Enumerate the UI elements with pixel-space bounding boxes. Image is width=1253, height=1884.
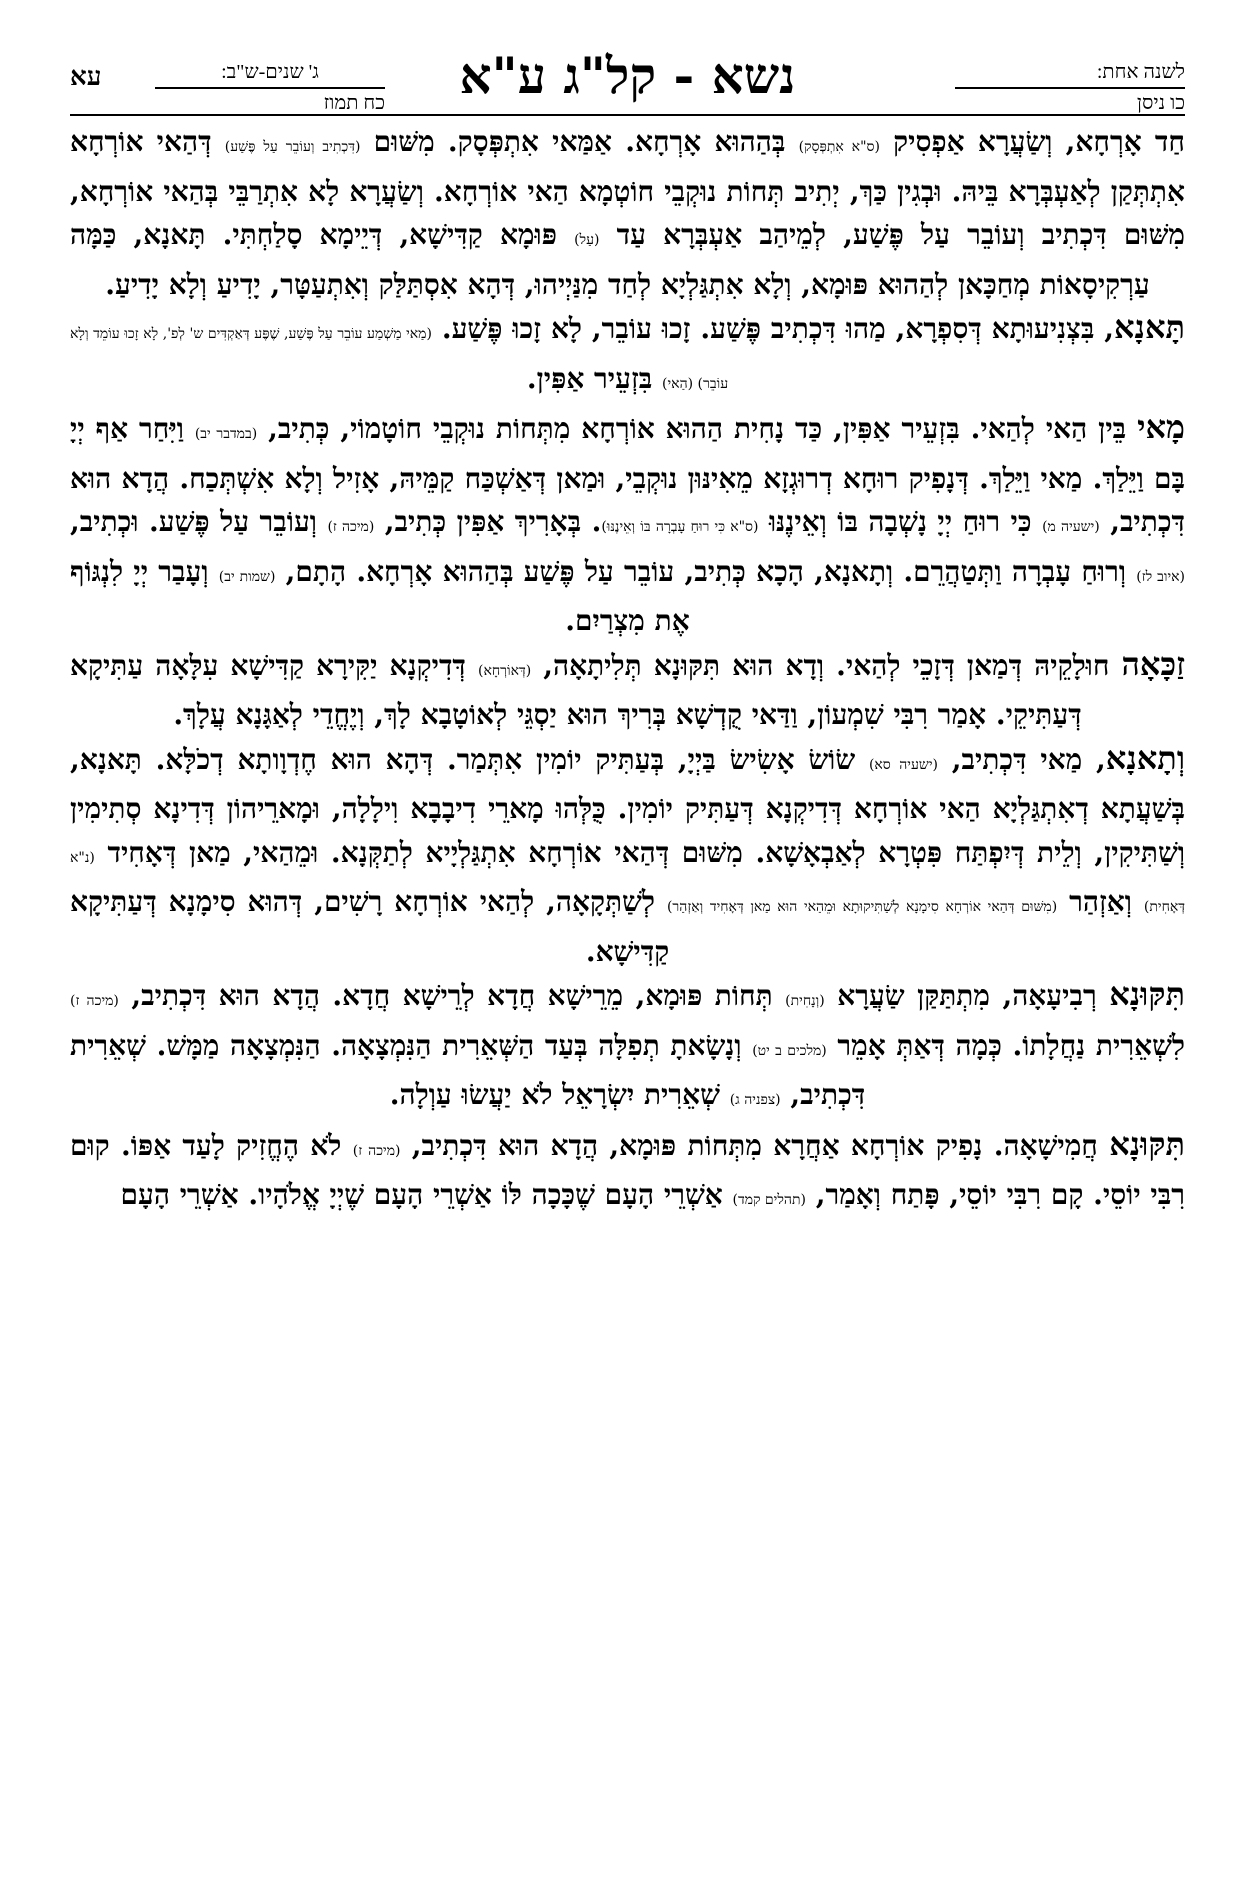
text-run: לְשַׁתְּקָאָה, לְהַאי אוֹרְחָא רָשִׁים, דְּהוּא סִימָנָא דְּעַתִּיקָא קַדִּישָׁא. [70,885,670,968]
three-year-label: ג' שנים-ש"ב: [221,61,319,83]
text-run: לֹא הֶחֱזִיק לָעַד אַפּוֹ. קוּם רִבִּי יוֹסֵי. קָם רִבִּי יוֹסֵי, פָּתַח וְאָמַר, [70,1128,1185,1211]
text-run: דְּדִיקְנָא יַקִּירָא קַדִּישָׁא עִלָּאָה עַתִּיקָא דְּעַתִּיקֵי. אָמַר רִבִּי שִׁמְעוֹן, וַדַּאי קֻדְשָׁא בְּרִיךְ הוּא יַסְגֵּי לְאוֹטָבָא לָךְ, וְיֶחֱדֵי לְאַגָּנָא עֲלָךְ. [70,648,1082,731]
page-title: נשא - קל"ג ע"א [459,52,796,105]
text-run: חֲמִישָׁאָה. נָפִיק אוֹרְחָא אַחֲרָא מִתְּחוֹת פּוּמָא, הֲדָא הוּא דִּכְתִיב, [400,1128,1110,1162]
citation: (צפניה ג) [729,1092,781,1108]
page-number: עא [70,62,102,92]
opening-word: תָּאנָא [1113,308,1185,346]
one-year-date: כו ניסן [955,87,1185,115]
text-run: חַד אָרְחָא, וְשַׂעֲרָא אַפְסִיק [879,125,1185,158]
header-rule [70,114,1185,116]
citation: (מִשּׁוּם דְּהַאי אוֹרְחָא סִימָנָא לְשַׁתִּיקוּתָא וּמֵהַאי הוּא מַאן דְּאָחִיד וְאַזְהַר) [666,899,1058,915]
paragraph [70,120,1185,306]
paragraph [70,973,1185,1123]
citation: (שמות יב) [218,568,276,585]
opening-word: תִּקּוּנָא [1109,975,1185,1013]
text-run: שׂוֹשׂ אָשִׂישׂ בַּיְיָ, בְּעַתִּיק יוֹמִין אִתְּמַר. דְּהָא הוּא חֶדְוָותָא דְכֹלָּא. תָּאנָא, בְּשַׁעֲתָא דְאִתְגַּלְיָא הַאי אוֹרְחָא דְּדִיקְנָא דְּעַתִּיק יוֹמִין. כֻּלְּהוּ מָארֵי דִיבָבָא וִילָלָה, וּמָארֵיהוֹן דְּדִינָא סְתִימִין וְשַׁתִּיקִין, וְלֵית דְּיִפְתַּח פִּטְרָא לְאַבְאָשָׁא. מִשּׁוּם דְּהַאי אוֹרְחָא אִתְגַּלְיָיא לְתַקְּנָא. וּמֵהַאי, מַאן דְּאָחִיד [70,742,1185,869]
citation: (במדבר יב) [194,426,258,442]
paragraph [70,1123,1185,1223]
citation: (דְּאוֹרְחָא) [477,662,532,679]
text-run: בֵּין הַאי לְהַאי. בִּזְעֵיר אַפִּין, כַּד נָחִית הַהוּא אוֹרְחָא מִתְּחוֹת נוּקְבֵי חוֹטָמוֹי, כְּתִיב, [257,412,1138,445]
citation: (מיכה ז) [352,1142,401,1159]
text-run: וְעָבַר יְיָ לִנְגּוֹף אֶת מִצְרַיִם. [70,554,690,637]
opening-word: זַכָּאָה [1121,644,1185,683]
page-header [70,52,1185,114]
text-run: בְּהַהוּא אָרְחָא. אַמַּאי אִתְפְּסָק. מִשּׁוּם [360,125,799,158]
text-run: אַשְׁרֵי הָעָם שֶׁכָּכָה לּוֹ אַשְׁרֵי הָעָם שֶׁיְיָ אֱלֹהָיו. אַשְׁרֵי הָעָם [120,1178,733,1211]
text-run: וְרוּחַ עָבְרָה וַתְּטַהֲרֵם. וְתָאנָא, הָכָא כְּתִיב, עוֹבֵר עַל פֶּשַׁע בְּהַהוּא אָרְחָא. הָתָם, [275,554,1137,588]
one-year-label: לשנה אחת: [1096,61,1185,83]
citation: (איוב לז) [1136,568,1185,585]
text-body [70,120,1185,1223]
text-run: חוּלָקֵיהּ דְּמַאן דְּזָכֵי לְהַאי. וְדָא הוּא תִּקּוּנָא תְּלִיתָאָה, [531,648,1122,682]
text-run: וְאַזְהַר [1057,885,1144,918]
text-run: . בְּאָרִיךְ אַפִּין כְּתִיב, [374,505,602,538]
text-run: , מַאי דִּכְתִיב, [937,742,1106,776]
text-run: תְּחוֹת פּוּמָא, מֵרֵישָׁא חֲדָא לְרֵישָׁא חֲדָא. הֲדָא הוּא דִּכְתִיב, [118,979,786,1012]
citation: (ס"א אִתְפְּסָק) [798,139,880,155]
text-run: בִּזְעֵיר אַפִּין. [526,361,663,395]
text-run: וְנָשָׂאתָ תְפִלָּה בְּעַד הַשְּׁאֵרִית הַנִּמְצָאָה. הַנִּמְצָאָה מַמָּשׁ. שְׁאֵרִית דִּכְתִיב, [70,1028,866,1111]
citation: (דִּכְתִיב וְעוֹבֵר עַל פֶּשַׁע) [224,139,361,155]
paragraph [70,737,1185,974]
text-run: דְּהַאי אוֹרְחָא אִתְתְּקַן לְאַעְבְּרָא בֵּיהּ. וּבְגִין כַּךְ, יְתִיב תְּחוֹת נוּקְבֵי חוֹטְמָא הַאי אוֹרְחָא. וְשַׂעֲרָא לָא אִתְרַבֵּי בְּהַאי אוֹרְחָא, מִשּׁוּם דִּכְתִיב וְעוֹבֵר עַל פֶּשַׁע, לְמֵיהַב אַעְבְּרָא עַד [70,125,1185,251]
opening-word: וְתָאנָא [1105,738,1185,777]
text-run: לִשְׁאֵרִית נַחֲלָתוֹ. כְּמָה דְּאַתְּ אָמֵר [826,1028,1185,1062]
text-run: וַיִּחַר אַף יְיָ בָּם וַיֵּלַךְ. מַאי וַיֵּלַךְ. דְּנָפִיק רוּחָא דְרוּגְזָא מֵאִינּוּן נוּקְבֵי, וּמַאן דְּאַשְׁכַּח קַמֵּיהּ, אָזִיל וְלָא אִשְׁתְּכַח. הֲדָא הוּא דִּכְתִיב, [70,412,1185,538]
opening-word: מָאי [1137,408,1185,446]
text-run: כִּי רוּחַ יְיָ נָשְׁבָה בּוֹ וְאֵינֶנּוּ [758,505,1043,538]
three-year-date: כח תמוז [155,87,385,115]
citation: (ישעיה מ) [1042,519,1100,535]
paragraph [70,306,1185,406]
citation: (מיכה ז) [70,993,119,1009]
text-run: , בִּצְנִיעוּתָא דְּסִפְרָא, מַהוּ דִּכְתִיב פֶּשַׁע. זָכוּ עוֹבֵר, לָא זָכוּ פֶּשַׁע. [431,312,1114,345]
citation: (וְנָחִית) [785,993,825,1009]
citation: (מַאי מַשְׁמַע עוֹבֵר עַל פֶּשַׁע, שֶׁפֶּע דְּאַקְדִּים ש' לְפ', לָא זָכוּ עוֹמֵד וְלָא עוֹבֵר) (הַאי) [70,326,729,392]
text-run: וְעוֹבֵר עַל פֶּשַׁע. וּכְתִיב, [70,505,328,538]
text-run: שְׁאֵרִית יִשְׂרָאֵל לֹא יַעֲשׂוּ עַוְלָה. [389,1078,730,1111]
paragraph [70,406,1185,643]
page [70,52,1185,1852]
text-run: רְבִיעָאָה, מִתְתַּקַּן שַׂעֲרָא [824,979,1110,1012]
citation: (עַל) [574,232,600,248]
paragraph [70,643,1185,737]
opening-word: תִּקּוּנָא [1109,1124,1185,1163]
citation: (ס"א כִּי רוּחַ עָבְרָה בּוֹ וְאֵינֶנּוּ) [601,519,759,535]
citation: (מלכים ב יט) [752,1042,827,1059]
text-run: פּוּמָא קַדִּישָׁא, דְּיֵימָא סָלַחְתִּי. תָּאנָא, כַּמָּה עַרְקִיסָאוֹת מְחַכָּאן לְהַהוּא פּוּמָא, וְלָא אִתְגַּלְיָא לְחַד מִנַּיְיהוּ, דְּהָא אִסְתַּלַּק וְאִתְעַטָּר, יָדִיעַ וְלָא יָדִיעַ. [70,218,1150,301]
citation: (ישעיה סא) [868,756,938,773]
citation: (תהלים קמד) [732,1192,806,1208]
citation: (נ"א דְּאָחִית) [70,849,1185,915]
three-year-schedule [155,60,385,115]
citation: (מיכה ז) [327,519,375,535]
